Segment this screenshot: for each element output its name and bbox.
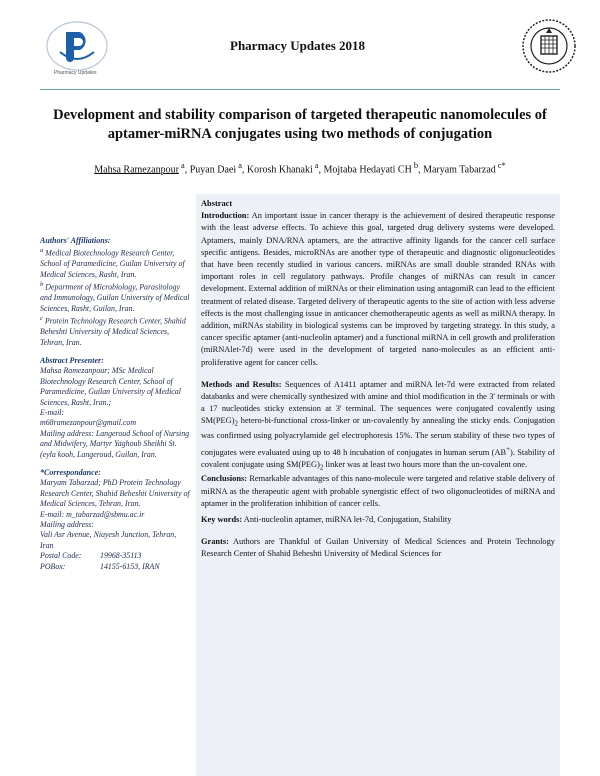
methods-superscript: + xyxy=(506,444,511,453)
affiliation-text: Protein Technology Research Center, Shahid Beheshti University of Medical Sciences, Tehran, Iran. xyxy=(40,316,186,347)
affiliation-item xyxy=(40,246,190,280)
affiliation-mark: a xyxy=(40,247,44,255)
author-list xyxy=(40,158,560,178)
affiliation-mark: c xyxy=(40,315,43,323)
abstract-heading: Abstract xyxy=(201,199,233,208)
pobox-value: 14155-6153, IRAN xyxy=(100,561,160,571)
methods-subscript: 2 xyxy=(319,463,324,472)
methods-subscript: 2 xyxy=(234,420,239,429)
affiliations-column xyxy=(40,236,190,580)
affiliation-item xyxy=(40,280,190,314)
introduction-paragraph xyxy=(201,210,555,369)
logo-caption: Pharmacy Updates xyxy=(54,70,97,76)
affiliation-text: Medical Biotechnology Research Center, School of Paramedicine, Guilan University of Medical Sciences, Rasht, Iran. xyxy=(40,249,185,279)
presenter-email-label: E-mail: xyxy=(40,407,65,417)
abstract-panel xyxy=(196,194,560,776)
conclusions-paragraph xyxy=(201,473,555,510)
paper-title: Development and stability comparison of targeted therapeutic nanomolecules of aptamer-miRNA conjugates using two methods of conjugation xyxy=(53,107,547,142)
methods-text: linker was at least two hours more than the un-covalent one. xyxy=(323,459,528,469)
author-name: , Puyan Daei xyxy=(184,164,237,176)
presenter-section xyxy=(40,356,190,460)
author-affiliation-mark: a xyxy=(178,161,185,170)
grants-paragraph xyxy=(201,536,555,560)
conclusions-text: Remarkable advantages of this nano-molecule were targeted and relative stable delivery of miRNA as the therapeutic agent with probable synergistic effect of two oligonucleotides of miRNA and aptamer in the proliferation inhibition of cancer cells. xyxy=(201,474,555,508)
methods-text: hetero-bi-functional cross-linker or un-covalently by annealing the sticky ends. Conjugation was confirmed using polyacrylamide gel electrophoresis 15%. The serum stability of these two types of conjugates were evaluated using up to 48 h incubation of conjugates in human serum (AB xyxy=(201,416,555,457)
affiliation-item xyxy=(40,314,190,348)
keywords-label: Key words: xyxy=(201,515,243,525)
introduction-label: Introduction: xyxy=(201,211,250,221)
keywords-text: Anti-nucleolin aptamer, miRNA let-7d, Conjugation, Stability xyxy=(242,515,452,525)
grants-text: Authors are Thankful of Guilan University of Medical Sciences and Protein Technology Research Center of Shahid Beheshti University of Medical Sciences for xyxy=(201,537,555,559)
correspondence-email: E-mail: m_tabarzad@sbmu.ac.ir xyxy=(40,509,145,519)
methods-text: Sequences of A1411 aptamer and miRNA let-7d were extracted from related databanks and were chemically synthesized with amine and thiol modification in the 3' terminals or with a 17 nucleotides sticky extension at 3' terminal. The sequences were conjugated covalently using SM(PEG) xyxy=(201,379,555,426)
author-name: Mahsa Ramezanpour xyxy=(94,164,179,176)
correspondence-info: Maryam Tabarzad; PhD Protein Technology Research Center, Shahid Beheshti University of Medical Sciences, Tehran, Iran. xyxy=(40,478,190,509)
affiliations-section xyxy=(40,236,190,348)
affiliation-mark: b xyxy=(40,281,44,289)
author-name: , Mojtaba Hedayati CH xyxy=(318,164,412,176)
header-divider xyxy=(40,89,560,90)
conclusions-label: Conclusions: xyxy=(201,474,248,484)
university-emblem xyxy=(520,16,578,76)
methods-label: Methods and Results: xyxy=(201,379,282,389)
presenter-heading: Abstract Presenter: xyxy=(40,355,104,365)
journal-logo xyxy=(40,18,114,80)
correspondence-heading: *Correspondance: xyxy=(40,468,101,477)
introduction-text: An important issue in cancer therapy is the achievement of desired therapeutic response with the least adverse effects. To achieve this goal, targeted drug delivery systems were developed. Aptamers, mainly DNA/RNA aptamers, are the attractive affinity ligands for the cancer cell surface specific antigens. Besides, microRNAs are another type of therapeutic and diagnostic oligonucleotides that have been recently studied in various cancers. miRNAs are small double stranded RNAs with important roles in cell regulatory pathways. Profile changes of miRNAs can result in cancer development. External addition of miRNAs or their elimination using antagomiR can lead to the efficient treatment of related disease. Targeted delivery of therapeutic agents to the site of action with less adverse effects is the most challenging issue in anticancer chemotherapeutic agents as well as miRNA therapy. In addition, miRNAs stability in biological systems can be improved by targeting strategy. In this study, a cancer specific aptamer (anti-nucleolin aptamer) and a functional miRNA in cell growth and proliferation (miRNAlet-7d) were used in the development of targeted nano-molecules as an efficient anti-proliferative agent for cancer cells. xyxy=(201,211,555,367)
author-affiliation-mark: c* xyxy=(495,161,506,170)
correspondence-mailing-address: Vali Asr Avenue, Niayesh Junction, Tehran, Iran xyxy=(40,530,177,550)
author-affiliation-mark: a xyxy=(312,161,319,170)
author-affiliation-mark: a xyxy=(236,161,242,170)
affiliations-heading: Authors' Affiliations: xyxy=(40,236,111,245)
affiliation-text: Department of Microbiology, Parasitology and Immunology, Guilan University of Medical Sciences, Rasht, Guilan, Iran. xyxy=(40,282,190,313)
pobox-row xyxy=(40,562,190,572)
presenter-email: m68ramezanpour@gmail.com xyxy=(40,418,137,428)
postal-code-value: 19968-35113 xyxy=(100,551,142,561)
keywords-paragraph xyxy=(201,514,555,526)
pobox-label: POBox: xyxy=(40,561,66,571)
correspondence-mailing-label: Mailing address: xyxy=(40,520,94,530)
author-name: , Korosh Khanaki xyxy=(241,164,313,176)
presenter-info: Mahsa Ramezanpour; MSc Medical Biotechnology Research Center, School of Paramedicine, Guilan University of Medical Sciences, Rasht, Iran.; xyxy=(40,366,181,407)
correspondence-section xyxy=(40,468,190,572)
author-name: , Maryam Tabarzad xyxy=(418,164,496,176)
postal-code-row xyxy=(40,551,190,561)
presenter-mailing-address: Mailing address: Langeroud School of Nursing and Midwifery, Martyr Yaghoub Sheikhi St. (eyla kooh, Langeroud, Guilan, Iran. xyxy=(40,428,190,459)
grants-label: Grants: xyxy=(201,537,229,547)
author-affiliation-mark: b xyxy=(411,161,419,170)
methods-paragraph xyxy=(201,379,555,474)
journal-name: Pharmacy Updates 2018 xyxy=(230,38,366,53)
postal-code-label: Postal Code: xyxy=(40,551,82,561)
methods-text: ). Stability of covalent conjugate using SM(PEG) xyxy=(201,447,555,469)
